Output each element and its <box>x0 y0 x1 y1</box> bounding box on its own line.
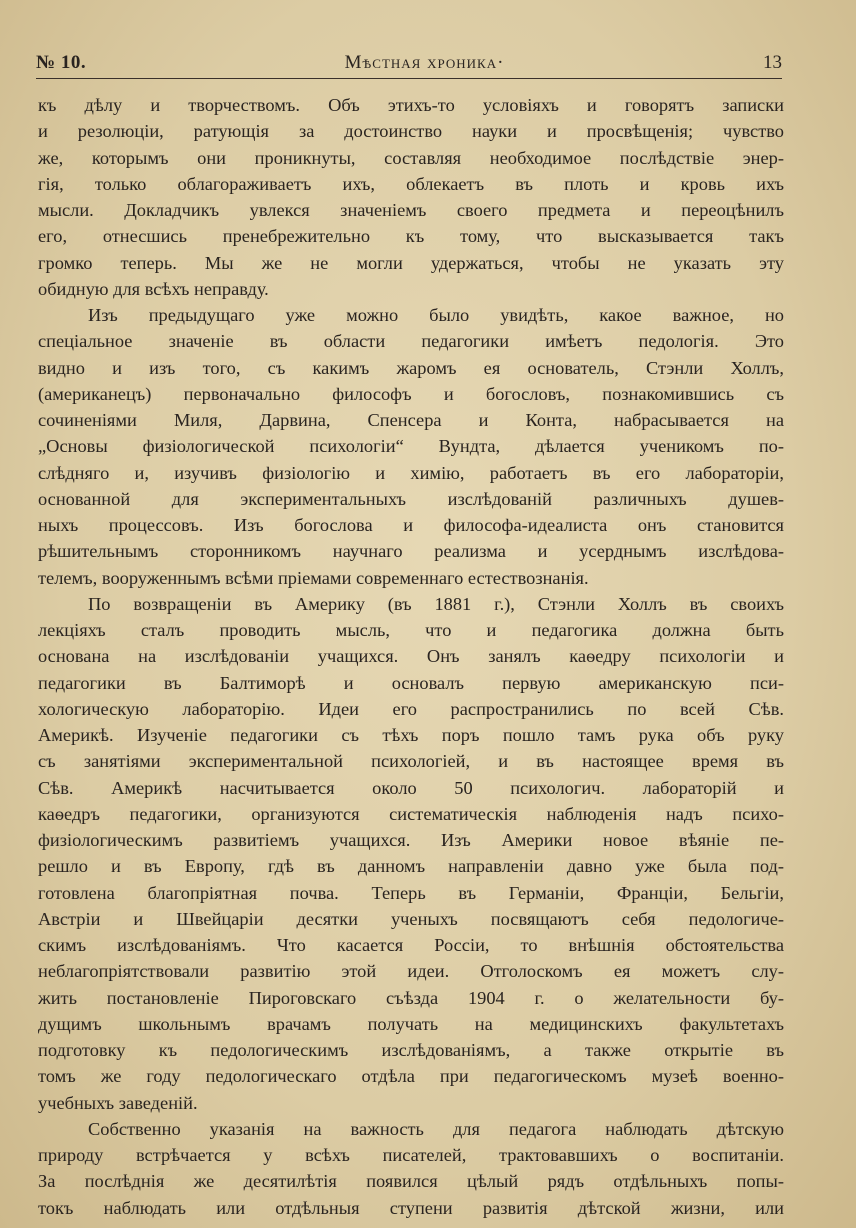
text-line: Сѣв. Америкѣ насчитывается около 50 психологич. лабораторiй и <box>38 777 784 798</box>
text-line: рѣшительнымъ сторонникомъ научнаго реализма и усерднымъ изслѣдова- <box>38 541 784 562</box>
text-line: педагогики въ Балтиморѣ и основалъ первую американскую пси- <box>38 672 784 693</box>
text-line: сочиненiями Миля, Дарвина, Спенсера и Конта, набрасывается на <box>38 410 784 430</box>
issue-number: № 10. <box>36 52 87 73</box>
text-line: „Основы физiологической психологiи“ Вундта, дѣлается ученикомъ по- <box>38 436 784 457</box>
text-line: слѣдняго и, изучивъ физiологiю и химiю, работаетъ въ его лабораторiи, <box>38 462 784 483</box>
body-text <box>38 92 784 1221</box>
text-line: токъ наблюдать или отдѣльныя ступени развитiя дѣтской жизни, или <box>38 1197 784 1218</box>
text-line: Америкѣ. Изученiе педагогики съ тѣхъ поръ пошло тамъ рука объ руку <box>38 725 784 745</box>
text-line: основана на изслѣдованiи учащихся. Онъ занялъ каѳедру психологiи и <box>38 646 784 667</box>
text-line: По возвращенiи въ Америку (въ 1881 г.), Стэнли Холлъ въ своихъ <box>88 593 784 614</box>
text-line: съ занятiями экспериментальной психологiей, и въ настоящее время въ <box>38 751 784 772</box>
text-line: его, отнесшись пренебрежительно къ тому, что высказывается такъ <box>38 226 784 247</box>
text-line: лекцiяхъ сталъ проводить мысль, что и педагогика должна быть <box>38 620 784 640</box>
text-line: ныхъ процессовъ. Изъ богослова и философа-идеалиста онъ становится <box>38 515 784 535</box>
text-line: Австрiи и Швейцарiи десятки ученыхъ посвящаютъ себя педологиче- <box>38 908 784 929</box>
running-header <box>36 44 782 79</box>
text-line: Изъ предыдущаго уже можно было увидѣть, какое важное, но <box>88 305 784 325</box>
text-line: и резолюцiи, ратующiя за достоинство науки и просвѣщенiя; чувство <box>38 121 784 142</box>
text-line: (американецъ) первоначально философъ и богословъ, познакомившись съ <box>38 383 784 404</box>
text-line: видно и изъ того, съ какимъ жаромъ ея основатель, Стэнли Холлъ, <box>38 357 784 378</box>
page-number: 13 <box>762 52 782 73</box>
text-line: гiя, только облагораживаетъ ихъ, облекаетъ въ плоть и кровь ихъ <box>38 173 784 194</box>
text-line: неблагопрiятствовали развитiю этой идеи. Отголоскомъ ея можетъ слу- <box>38 961 784 982</box>
text-line: природу встрѣчается у всѣхъ писателей, трактовавшихъ о воспитанiи. <box>38 1145 784 1165</box>
text-line: мысли. Докладчикъ увлекся значенiемъ своего предмета и переоцѣнилъ <box>38 200 784 220</box>
text-line: решло и въ Европу, гдѣ въ данномъ направленiи давно уже была под- <box>38 856 784 877</box>
text-line: скимъ изслѣдованiямъ. Что касается Россiи, то внѣшнiя обстоятельства <box>38 935 784 955</box>
text-line: основанной для экспериментальныхъ изслѣдованiй различныхъ душев- <box>38 488 784 509</box>
text-line: томъ же году педологическаго отдѣла при педагогическомъ музеѣ военно- <box>38 1066 784 1087</box>
text-line: спецiальное значенiе въ области педагогики имѣетъ педологiя. Это <box>38 331 784 352</box>
text-line: учебныхъ заведенiй. <box>38 1092 198 1113</box>
text-line: жить постановленiе Пироговскаго съѣзда 1904 г. о желательности бу- <box>38 987 784 1008</box>
text-line: готовлена благопрiятная почва. Теперь въ Германiи, Францiи, Бельгiи, <box>38 882 784 903</box>
text-line: подготовку къ педологическимъ изслѣдованiямъ, а также открытiе въ <box>38 1040 784 1060</box>
text-line: каѳедръ педагогики, организуются систематическiя наблюденiя надъ психо- <box>38 803 784 824</box>
text-line: телемъ, вооруженнымъ всѣми прiемами современнаго естествознанiя. <box>38 567 589 588</box>
text-line: физiологическимъ развитiемъ учащихся. Изъ Америки новое вѣянiе пе- <box>38 830 784 850</box>
text-line: обидную для всѣхъ неправду. <box>38 278 269 299</box>
running-title: Мѣстная хроника· <box>344 52 505 73</box>
text-line: Собственно указанiя на важность для педагога наблюдать дѣтскую <box>88 1118 784 1139</box>
text-line: За послѣднiя же десятилѣтiя появился цѣлый рядъ отдѣльныхъ попы- <box>38 1171 784 1192</box>
text-line: къ дѣлу и творчествомъ. Объ этихъ-то условiяхъ и говорятъ записки <box>38 95 784 115</box>
text-line: дущимъ школьнымъ врачамъ получать на медицинскихъ факультетахъ <box>38 1013 784 1034</box>
text-line: громко теперь. Мы же не могли удержаться, чтобы не указать эту <box>38 252 784 273</box>
text-line: хологическую лабораторiю. Идеи его распространились по всей Сѣв. <box>38 698 784 719</box>
text-line: же, которымъ они проникнуты, составляя необходимое послѣдствiе энер- <box>38 147 784 168</box>
